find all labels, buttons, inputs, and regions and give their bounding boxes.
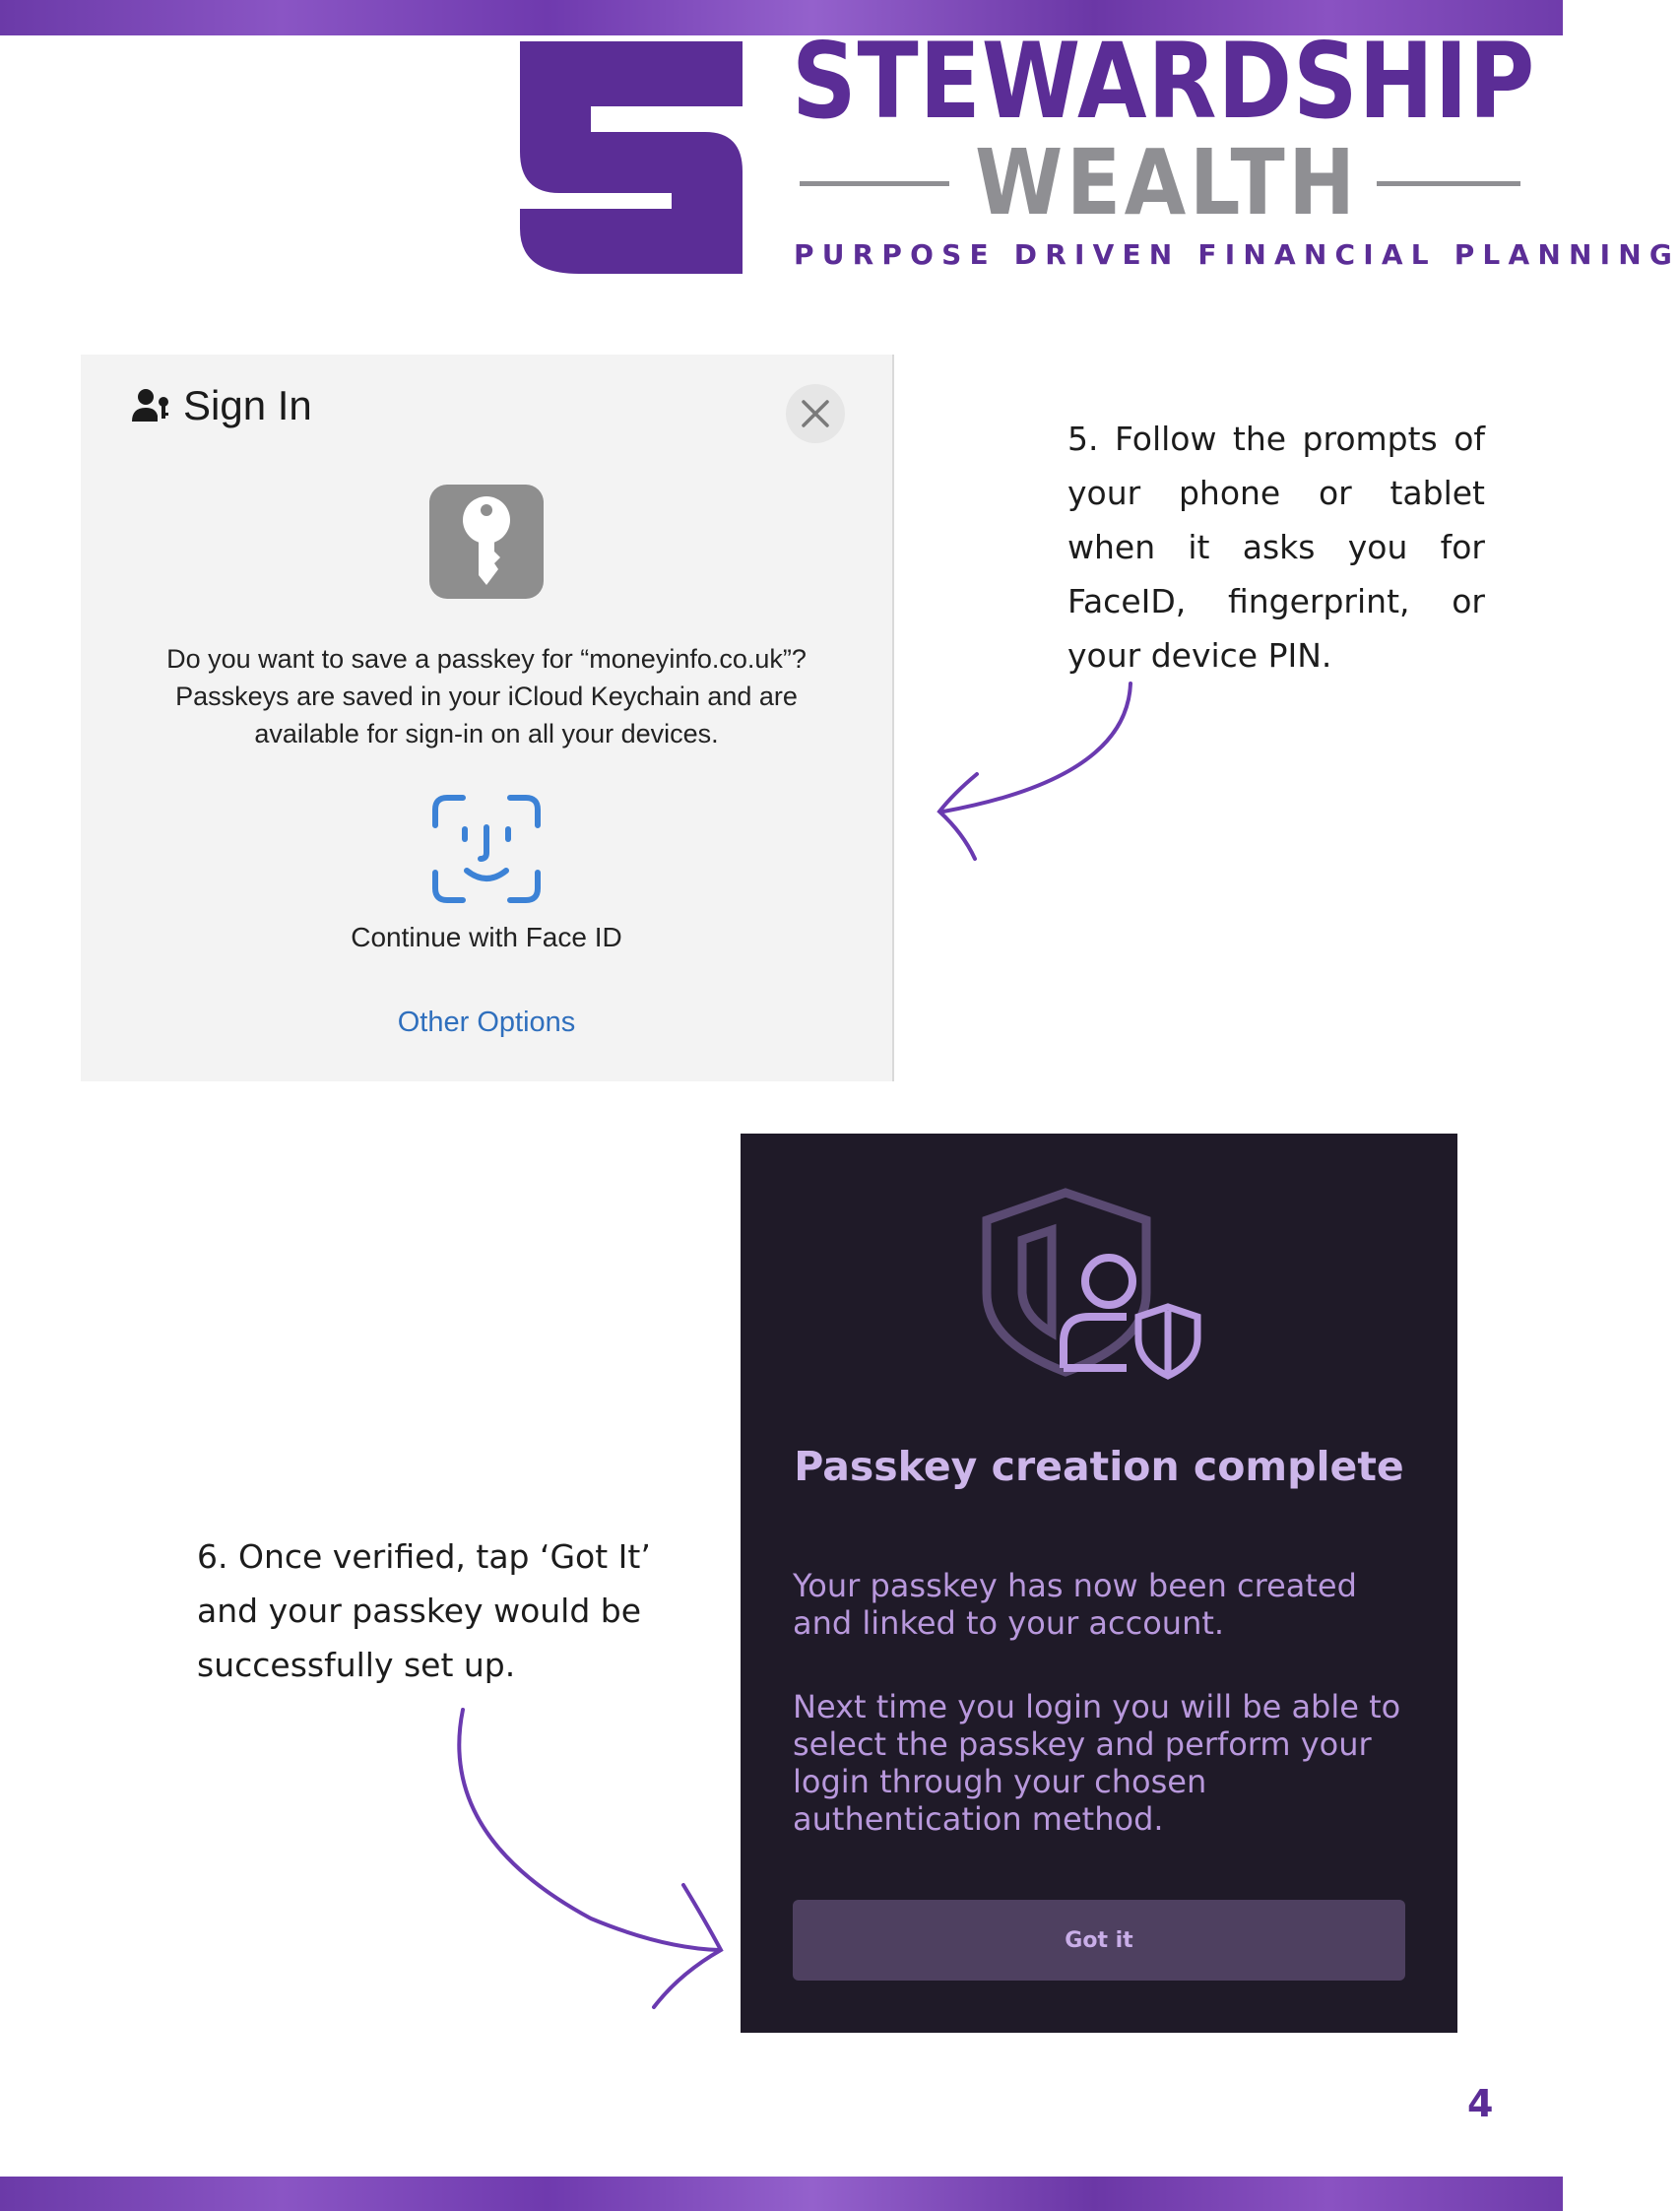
prompt-line: Passkeys are saved in your iCloud Keychain and are xyxy=(175,682,798,711)
signin-title: Sign In xyxy=(183,382,312,428)
passkey-complete-title: Passkey creation complete xyxy=(794,1443,1404,1490)
passkey-created-paragraph xyxy=(793,1567,1423,1642)
brand-tagline: PURPOSE DRIVEN FINANCIAL PLANNING xyxy=(794,238,1680,271)
passkey-complete-screen xyxy=(741,1134,1457,2033)
signin-passkey-dialog xyxy=(81,355,894,1081)
brand-name-line2: WEALTH xyxy=(975,130,1359,235)
brand-name-line1: STEWARDSHIP xyxy=(792,21,1536,142)
step-6-line: successfully set up. xyxy=(197,1646,516,1684)
paragraph-line: select the passkey and perform your xyxy=(793,1725,1372,1763)
step-5-text: 5. Follow the prompts of your phone or tablet when it asks you for FaceID, fingerprint, or your device PIN. xyxy=(1067,420,1485,675)
page-number: 4 xyxy=(1467,2082,1494,2125)
paragraph-line: Next time you login you will be able to xyxy=(793,1688,1401,1725)
step-6-line: and your passkey would be xyxy=(197,1592,642,1630)
face-id-icon[interactable] xyxy=(429,792,544,906)
brand-rule-right xyxy=(1377,181,1520,186)
passkey-save-prompt xyxy=(93,640,880,752)
paragraph-line: login through your chosen xyxy=(793,1763,1207,1800)
close-button[interactable] xyxy=(786,384,845,443)
user-key-icon xyxy=(132,388,171,423)
paragraph-line: authentication method. xyxy=(793,1800,1164,1838)
prompt-line: available for sign-in on all your devices. xyxy=(254,719,719,748)
shield-user-icon xyxy=(979,1185,1215,1382)
other-options-link[interactable]: Other Options xyxy=(397,1007,576,1038)
paragraph-line: and linked to your account. xyxy=(793,1604,1225,1642)
faceid-continue-label[interactable]: Continue with Face ID xyxy=(351,922,622,952)
passkey-app-tile xyxy=(429,485,544,599)
brand-rule-left xyxy=(800,181,949,186)
key-icon xyxy=(457,494,516,589)
paragraph-line: Your passkey has now been created xyxy=(793,1567,1357,1604)
next-login-paragraph xyxy=(793,1688,1423,1838)
step-6-text xyxy=(197,1529,660,1692)
got-it-button[interactable]: Got it xyxy=(793,1900,1405,1981)
bottom-decorative-band xyxy=(0,2177,1563,2211)
prompt-line: Do you want to save a passkey for “moneyinfo.co.uk”? xyxy=(166,644,807,674)
step-6-line: 6. Once verified, tap ‘Got It’ xyxy=(197,1537,651,1576)
signin-header xyxy=(132,382,312,429)
close-icon xyxy=(801,399,830,428)
stewardship-s-logo-icon xyxy=(520,41,743,274)
